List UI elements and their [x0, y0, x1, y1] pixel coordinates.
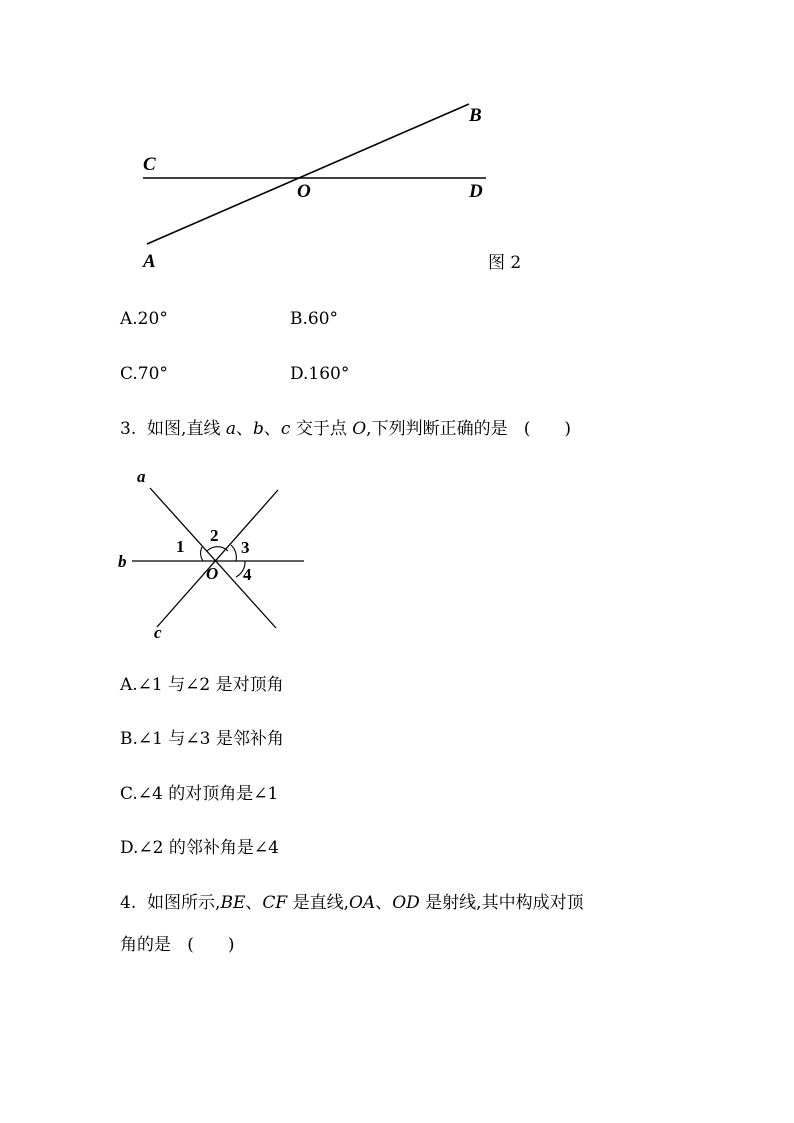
- q4-number: 4.: [120, 893, 137, 913]
- q3-var-o: O: [352, 419, 367, 439]
- q3-option-a: A.∠1 与∠2 是对顶角: [120, 675, 284, 695]
- q3-line-a: [150, 488, 276, 628]
- q3-angle-3-arc: [231, 545, 236, 561]
- q3-diagram: [0, 460, 794, 650]
- q3-var-c: c: [280, 419, 291, 439]
- q3-label-b: b: [118, 552, 127, 571]
- q4-var-oa: OA: [348, 893, 376, 913]
- q4-var-od: OD: [392, 893, 420, 913]
- q3-stem-text-a: 如图,直线: [147, 419, 226, 439]
- q3-angle-1-arc: [201, 547, 203, 561]
- line-ab: [147, 104, 469, 244]
- q3-stem: [120, 418, 571, 440]
- q4-sep-2: 、: [375, 893, 393, 913]
- q4-stem-text-b: 是直线,: [287, 893, 349, 913]
- label-o: O: [297, 181, 311, 202]
- q3-option-b: B.∠1 与∠3 是邻补角: [120, 729, 284, 749]
- q3-label-o: O: [206, 564, 219, 583]
- q3-label-4: 4: [243, 565, 252, 584]
- q4-var-be: BE: [220, 893, 246, 913]
- q2-option-b: B.60°: [290, 309, 339, 329]
- q4-answer-paren: ( ): [187, 935, 235, 955]
- q3-option-c: C.∠4 的对顶角是∠1: [120, 784, 279, 804]
- q3-var-b: b: [253, 419, 264, 439]
- q3-label-c: c: [154, 623, 162, 642]
- q4-stem-line-2: [120, 934, 234, 956]
- q3-label-1: 1: [176, 537, 185, 556]
- q3-stem-text-b: 交于点: [290, 419, 353, 439]
- q4-stem-text-a: 如图所示,: [147, 893, 221, 913]
- label-a: A: [143, 251, 156, 272]
- q4-stem-line-1: [120, 892, 584, 914]
- q3-option-d: D.∠2 的邻补角是∠4: [120, 838, 279, 858]
- q3-stem-text-c: ,下列判断正确的是: [366, 419, 508, 439]
- q2-option-c: C.70°: [120, 364, 168, 384]
- q3-line-c: [157, 490, 278, 627]
- q3-var-a: a: [225, 419, 236, 439]
- q3-label-a: a: [137, 467, 146, 486]
- q3-sep-1: 、: [236, 419, 253, 439]
- q3-label-3: 3: [241, 538, 250, 557]
- label-d: D: [469, 181, 483, 202]
- q2-option-a: A.20°: [120, 309, 168, 329]
- q3-sep-2: 、: [263, 419, 281, 439]
- q4-sep-1: 、: [245, 893, 263, 913]
- q4-stem-text-d: 角的是: [120, 935, 171, 955]
- label-b: B: [469, 105, 482, 126]
- figure-2-caption: 图 2: [488, 253, 522, 273]
- q4-var-cf: CF: [262, 893, 288, 913]
- q2-option-d: D.160°: [290, 364, 350, 384]
- label-c: C: [143, 154, 156, 175]
- q3-number: 3.: [120, 419, 137, 439]
- figure-2-diagram: [0, 0, 794, 290]
- q3-answer-paren: ( ): [523, 419, 572, 439]
- q4-stem-text-c: 是射线,其中构成对顶: [419, 893, 584, 913]
- q3-label-2: 2: [210, 526, 219, 545]
